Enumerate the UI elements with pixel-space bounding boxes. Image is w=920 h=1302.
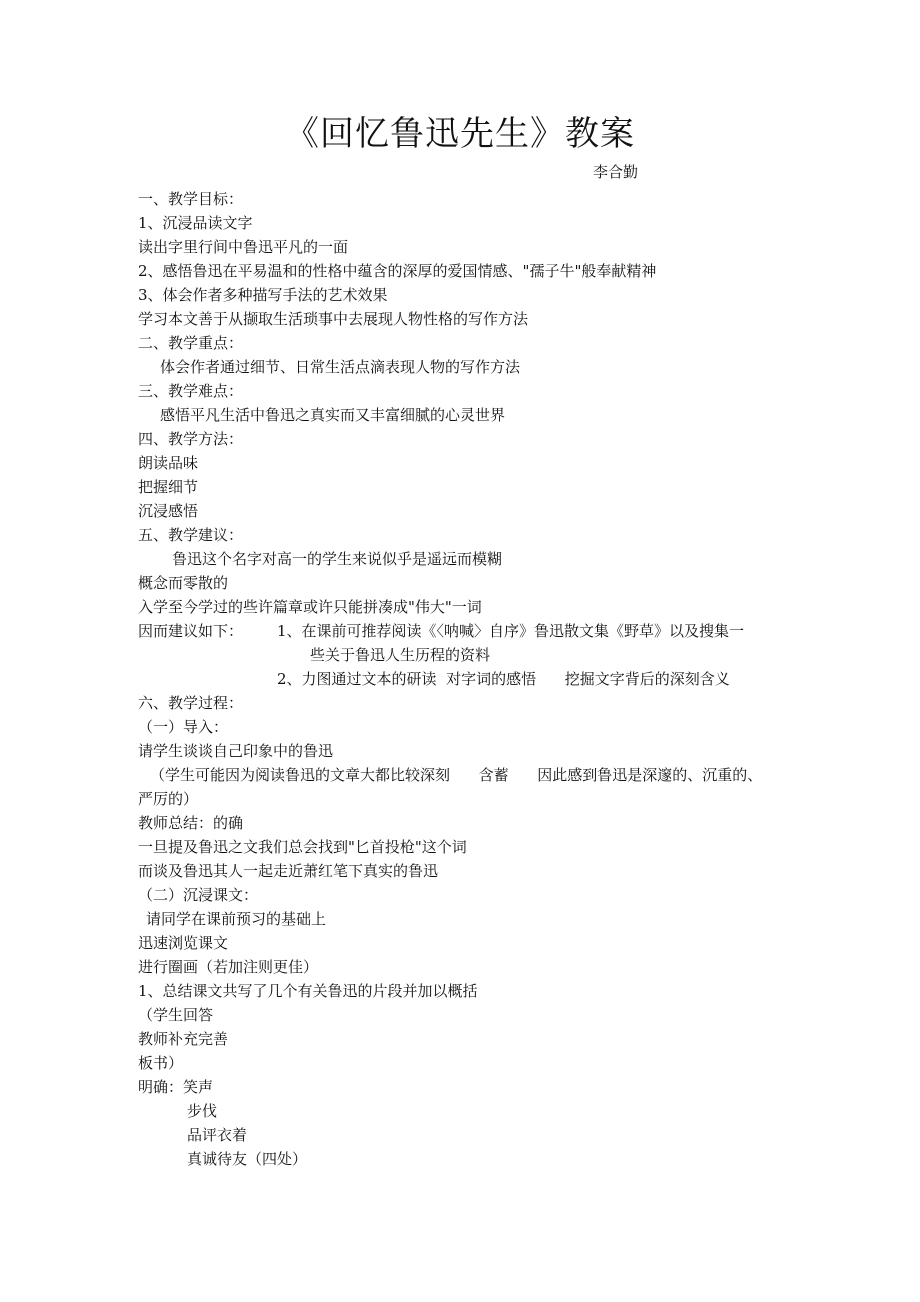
text-line: 2、感悟鲁迅在平易温和的性格中蕴含的深厚的爱国情感、"孺子牛"般奉献精神 [138, 262, 657, 280]
text-line: 严厉的） [138, 790, 199, 808]
text-line: 四、教学方法： [138, 430, 244, 448]
text-line: 朗读品味 [138, 454, 199, 472]
text-line: 读出字里行间中鲁迅平凡的一面 [138, 238, 349, 256]
text-line: 1、总结课文共写了几个有关鲁迅的片段并加以概括 [138, 982, 478, 1000]
text-line: 步伐 [187, 1102, 218, 1120]
text-line: 1、在课前可推荐阅读《〈呐喊〉自序》鲁迅散文集《野草》以及搜集一 [277, 622, 745, 640]
text-line: 进行圈画（若加注则更佳） [138, 958, 319, 976]
text-line: 一旦提及鲁迅之文我们总会找到"匕首投枪"这个词 [138, 838, 467, 856]
document-author: 李合勤 [593, 163, 639, 181]
text-line: （一）导入： [138, 718, 229, 736]
text-line: 3、体会作者多种描写手法的艺术效果 [138, 286, 388, 304]
text-line: （学生可能因为阅读鲁迅的文章大都比较深刻 含蓄 因此感到鲁迅是深邃的、沉重的、 [150, 766, 763, 784]
text-line: 板书） [138, 1054, 184, 1072]
text-line: 沉浸感悟 [138, 502, 199, 520]
text-line: 1、沉浸品读文字 [138, 214, 253, 232]
text-line: 体会作者通过细节、日常生活点滴表现人物的写作方法 [160, 358, 521, 376]
text-line: 些关于鲁迅人生历程的资料 [310, 646, 491, 664]
text-line: 明确：笑声 [138, 1078, 214, 1096]
text-line: （学生回答 [138, 1006, 214, 1024]
text-line: 教师补充完善 [138, 1030, 229, 1048]
text-line: 二、教学重点： [138, 334, 244, 352]
text-line: 因而建议如下： [138, 622, 244, 640]
text-line: 鲁迅这个名字对高一的学生来说似乎是遥远而模糊 [172, 550, 503, 568]
text-line: 三、教学难点： [138, 382, 244, 400]
text-line: 概念而零散的 [138, 574, 229, 592]
text-line: 而谈及鲁迅其人一起走近萧红笔下真实的鲁迅 [138, 862, 439, 880]
text-line: （二）沉浸课文： [138, 886, 259, 904]
document-title: 《回忆鲁迅先生》教案 [285, 114, 635, 154]
text-line: 把握细节 [138, 478, 199, 496]
text-line: 真诚待友（四处） [187, 1150, 308, 1168]
text-line: 教师总结：的确 [138, 814, 244, 832]
text-line: 一、教学目标： [138, 190, 244, 208]
text-line: 五、教学建议： [138, 526, 244, 544]
text-line: 学习本文善于从撷取生活琐事中去展现人物性格的写作方法 [138, 310, 529, 328]
text-line: 请同学在课前预习的基础上 [146, 910, 327, 928]
text-line: 感悟平凡生活中鲁迅之真实而又丰富细腻的心灵世界 [160, 406, 506, 424]
text-line: 六、教学过程： [138, 694, 244, 712]
text-line: 品评衣着 [187, 1126, 248, 1144]
text-line: 2、力图通过文本的研读 对字词的感悟 挖掘文字背后的深刻含义 [277, 670, 730, 688]
text-line: 请学生谈谈自己印象中的鲁迅 [138, 742, 334, 760]
text-line: 迅速浏览课文 [138, 934, 229, 952]
text-line: 入学至今学过的些许篇章或许只能拼凑成"伟大"一词 [138, 598, 482, 616]
